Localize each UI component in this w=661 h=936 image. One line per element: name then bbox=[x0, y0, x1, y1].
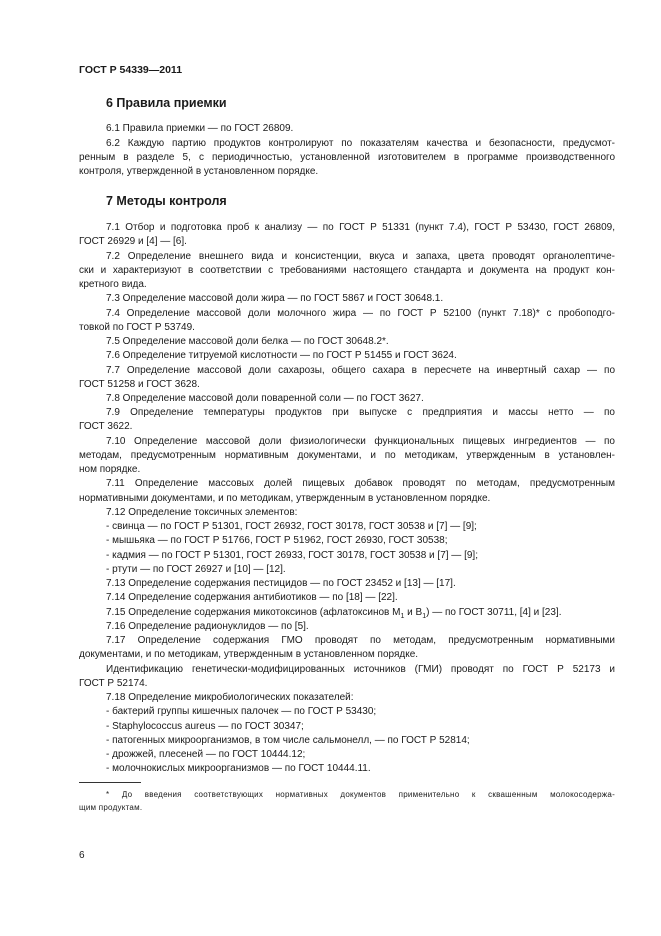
section-6-title: 6 Правила приемки bbox=[106, 96, 227, 110]
paragraph-line: 6.1 Правила приемки — по ГОСТ 26809. bbox=[106, 123, 294, 134]
subscript: 1 bbox=[400, 613, 405, 620]
paragraph-line: 7.14 Определение содержания антибиотиков — по [18] — [22]. bbox=[106, 592, 398, 603]
paragraph-line: ГОСТ 3622. bbox=[79, 421, 133, 432]
list-item: - кадмия — по ГОСТ Р 51301, ГОСТ 26933, ГОСТ 30178, ГОСТ 30538 и [7] — [9]; bbox=[106, 550, 478, 561]
paragraph-line bbox=[79, 250, 615, 263]
list-item: - свинца — по ГОСТ Р 51301, ГОСТ 26932, ГОСТ 30178, ГОСТ 30538 и [7] — [9]; bbox=[106, 521, 477, 532]
paragraph-line: кретного вида. bbox=[79, 279, 147, 290]
section-7-title: 7 Методы контроля bbox=[106, 194, 227, 208]
paragraph-line: контроля, утвержденной в установленном порядке. bbox=[79, 166, 319, 177]
line-text: 7.10 Определение массовой доли физиологически функциональных пищевых ингредиентов — по bbox=[106, 436, 615, 447]
paragraph-line: 7.18 Определение микробиологических показателей: bbox=[106, 692, 354, 703]
paragraph-line: товкой по ГОСТ Р 53749. bbox=[79, 322, 195, 333]
line-text: 7.11 Определение массовых долей пищевых добавок проводят по методам, предусмотренным bbox=[106, 478, 615, 489]
paragraph-line: ски и характеризуют в соответствии с требованиями настоящего стандарта и документа на продукт кон- bbox=[79, 265, 615, 276]
paragraph-line: 7.12 Определение токсичных элементов: bbox=[106, 507, 298, 518]
paragraph-line: ГОСТ Р 52174. bbox=[79, 678, 148, 689]
paragraph-line bbox=[79, 634, 615, 647]
paragraph-line: документами, и по методикам, утвержденным в установленном порядке. bbox=[79, 649, 419, 660]
document-header: ГОСТ Р 54339—2011 bbox=[79, 64, 183, 76]
line-text: 7.1 Отбор и подготовка проб к анализу — по ГОСТ Р 51331 (пункт 7.4), ГОСТ Р 53430, ГОСТ 26809, bbox=[106, 222, 615, 233]
line-text: 7.2 Определение внешнего вида и консистенции, вкуса и запаха, цвета проводят органолептиче- bbox=[106, 251, 615, 262]
line-text: 6.2 Каждую партию продуктов контролируют по показателям качества и безопасности, предусмот- bbox=[106, 138, 615, 149]
list-item: - Staphylococcus aureus — по ГОСТ 30347; bbox=[106, 721, 304, 732]
paragraph-line: 7.6 Определение титруемой кислотности — по ГОСТ Р 51455 и ГОСТ 3624. bbox=[106, 350, 457, 361]
line-text: Идентификацию генетически-модифицированных источников (ГМИ) проводят по ГОСТ Р 52173 и bbox=[106, 664, 615, 675]
list-item: - мышьяка — по ГОСТ Р 51766, ГОСТ Р 51962, ГОСТ 26930, ГОСТ 30538; bbox=[106, 535, 448, 546]
page-number: 6 bbox=[79, 850, 85, 861]
line-text: 7.15 Определение содержания микотоксинов (афлатоксинов M bbox=[106, 607, 401, 618]
footnote-line: щим продуктам. bbox=[79, 803, 143, 812]
list-item: - молочнокислых микроорганизмов — по ГОСТ 10444.11. bbox=[106, 763, 371, 774]
footnote-divider bbox=[79, 782, 141, 783]
paragraph-line: 7.16 Определение радионуклидов — по [5]. bbox=[106, 621, 309, 632]
paragraph-line bbox=[79, 221, 615, 234]
list-item: - бактерий группы кишечных палочек — по ГОСТ Р 53430; bbox=[106, 706, 377, 717]
list-item: - патогенных микроорганизмов, в том числе сальмонелл, — по ГОСТ Р 52814; bbox=[106, 735, 470, 746]
paragraph-line bbox=[79, 137, 615, 150]
paragraph-line: ном порядке. bbox=[79, 464, 141, 475]
paragraph-line bbox=[79, 307, 615, 320]
list-item: - ртути — по ГОСТ 26927 и [10] — [12]. bbox=[106, 564, 286, 575]
line-text: 7.17 Определение содержания ГМО проводят по методам, предусмотренным нормативными bbox=[106, 635, 615, 646]
line-text: 7.9 Определение температуры продуктов при выпуске с предприятия и массы нетто — по bbox=[106, 407, 615, 418]
paragraph-line: 7.13 Определение содержания пестицидов — по ГОСТ 23452 и [13] — [17]. bbox=[106, 578, 456, 589]
paragraph-line bbox=[79, 406, 615, 419]
list-item: - дрожжей, плесеней — по ГОСТ 10444.12; bbox=[106, 749, 306, 760]
paragraph-line: методам, предусмотренным нормативным документами, и по методикам, утвержденным в установлен- bbox=[79, 450, 615, 461]
paragraph-line: нормативными документами, и по методикам, утвержденным в установленном порядке. bbox=[79, 493, 491, 504]
line-text: 7.4 Определение массовой доли молочного жира — по ГОСТ Р 52100 (пункт 7.18)* с пробоподго- bbox=[106, 308, 615, 319]
paragraph-line: ГОСТ 51258 и ГОСТ 3628. bbox=[79, 379, 200, 390]
paragraph-line bbox=[79, 477, 615, 490]
paragraph-line: ГОСТ 26929 и [4] — [6]. bbox=[79, 236, 187, 247]
line-text: и B bbox=[404, 607, 423, 618]
paragraph-line: 7.5 Определение массовой доли белка — по ГОСТ 30648.2*. bbox=[106, 336, 389, 347]
paragraph-line: 7.3 Определение массовой доли жира — по ГОСТ 5867 и ГОСТ 30648.1. bbox=[106, 293, 444, 304]
footnote-line: * До введения соответствующих нормативных документов применительно к сквашенным молокосодержа- bbox=[106, 790, 615, 799]
paragraph-line bbox=[79, 435, 615, 448]
paragraph-line: 7.8 Определение массовой доли поваренной соли — по ГОСТ 3627. bbox=[106, 393, 424, 404]
line-text: 7.7 Определение массовой доли сахарозы, общего сахара в пересчете на инвертный сахар — по bbox=[106, 365, 615, 376]
paragraph-line bbox=[79, 663, 615, 676]
paragraph-line bbox=[79, 364, 615, 377]
line-text: ) — по ГОСТ 30711, [4] и [23]. bbox=[426, 607, 562, 618]
paragraph-line: ренным в разделе 5, с периодичностью, установленной изготовителем в программе производственного bbox=[79, 152, 615, 163]
subscript: 1 bbox=[422, 613, 427, 620]
